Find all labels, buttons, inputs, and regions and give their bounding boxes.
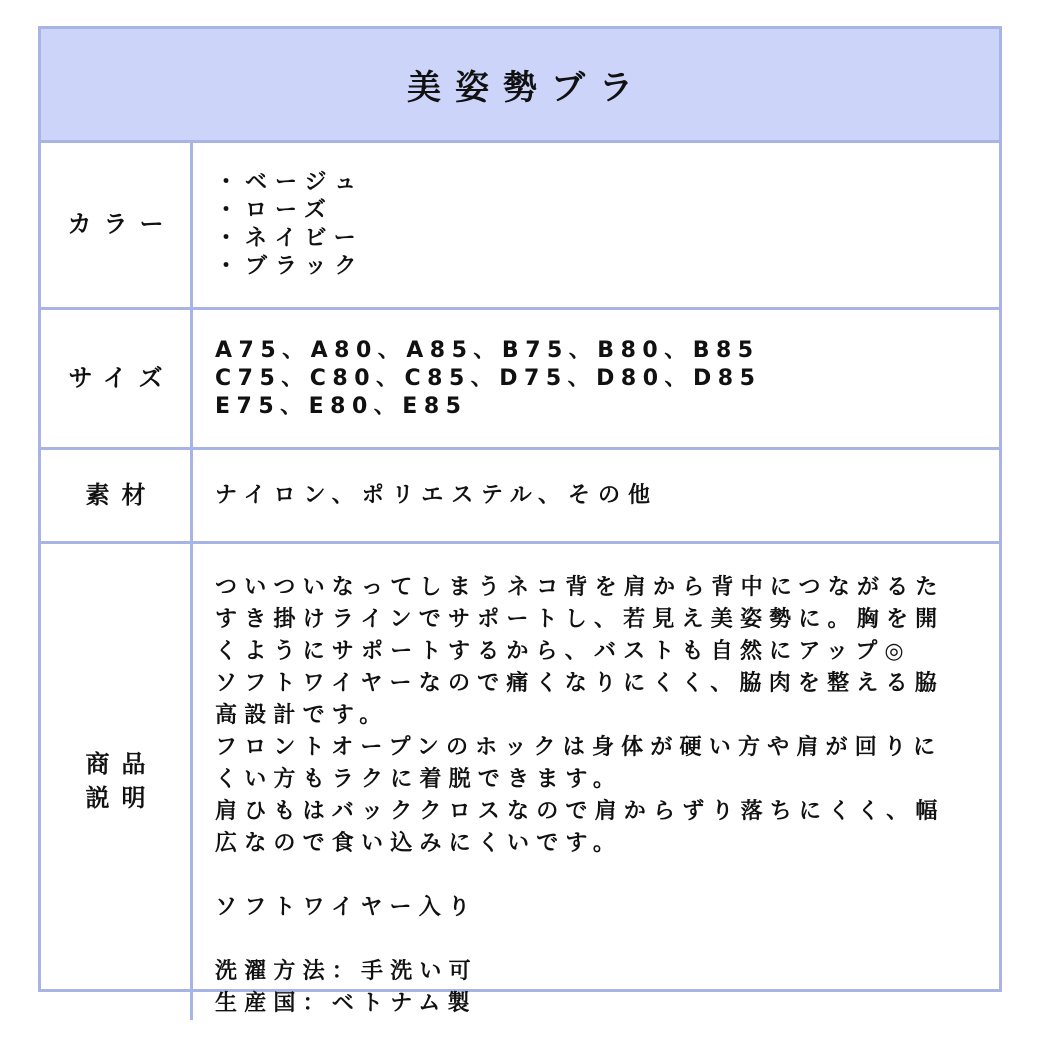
description-line: ついついなってしまうネコ背を肩から背中につながるた (215, 575, 945, 600)
material-text: ナイロン、ポリエステル、その他 (215, 482, 658, 508)
description-line: フロントオープンのホックは身体が硬い方や肩が回りに (215, 735, 943, 760)
color-item: ・ベージュ (215, 170, 365, 195)
description-line: すき掛けラインでサポートし、若見え美姿勢に。胸を開 (215, 607, 945, 632)
description-line: 広なので食い込みにくいです。 (215, 831, 623, 856)
description-body (193, 544, 999, 1020)
description-line: ソフトワイヤーなので痛くなりにくく、脇肉を整える脇 (215, 671, 944, 696)
paragraph-spacer (215, 924, 979, 956)
wire-note: ソフトワイヤー入り (215, 895, 478, 920)
size-line: C75、C80、C85、D75、D80、D85 (215, 365, 762, 391)
size-line: E75、E80、E85 (215, 393, 468, 419)
material-label: 素材 (41, 450, 193, 544)
description-line: くようにサポートするから、バストも自然にアップ◎ (215, 639, 911, 664)
description-line: 肩ひもはバッククロスなので肩からずり落ちにくく、幅 (215, 799, 945, 824)
color-item: ・ローズ (215, 198, 334, 223)
description-label-line: 商品 (85, 750, 158, 779)
size-list (193, 310, 999, 450)
description-line: くい方もラクに着脱できます。 (215, 767, 623, 792)
description-label-line: 説明 (85, 784, 158, 812)
care-instructions: 洗濯方法：手洗い可 (215, 959, 478, 984)
description-label (41, 544, 193, 1020)
spec-table (38, 26, 1002, 1016)
color-list (193, 143, 999, 310)
material-value (193, 450, 999, 544)
color-label: カラー (41, 143, 193, 310)
color-item: ・ブラック (215, 254, 365, 279)
size-label: サイズ (41, 310, 193, 450)
paragraph-spacer (215, 860, 979, 892)
color-item: ・ネイビー (215, 226, 364, 251)
product-title: 美姿勢ブラ (41, 29, 999, 143)
size-line: A75、A80、A85、B75、B80、B85 (215, 337, 760, 363)
country-of-origin: 生産国：ベトナム製 (215, 991, 477, 1016)
description-line: 高設計です。 (215, 703, 389, 728)
